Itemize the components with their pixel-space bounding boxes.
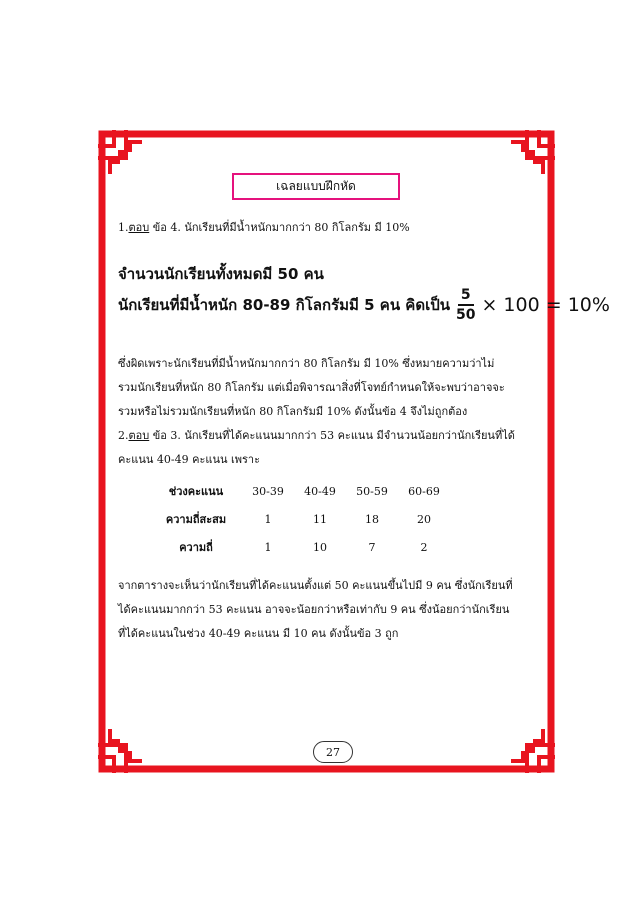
fraction-numerator: 5 [460,287,471,303]
answer-2-number: 2. [118,429,129,442]
table-cell: 30-39 [252,484,284,498]
explain-line-1: ซึ่งผิดเพราะนักเรียนที่มีน้ำหนักมากกว่า 80 กิโลกรัม มี 10% ซึ่งหมายความว่าไม่ [118,357,495,370]
explain-line-2: รวมนักเรียนที่หนัก 80 กิโลกรัม แต่เมื่อพิจารณาสิ่งที่โจทย์กำหนดให้จะพบว่าอาจจะ [118,381,505,394]
answer-1-number: 1. [118,221,129,234]
table-cell: 60-69 [408,484,440,498]
answer-2-line-2: คะแนน 40-49 คะแนน เพราะ [118,453,260,466]
table-cell: 11 [313,512,327,526]
explain-line-3: รวมหรือไม่รวมนักเรียนที่หนัก 80 กิโลกรัมมี 10% ดังนั้นข้อ 4 จึงไม่ถูกต้อง [118,405,468,418]
table-header-frequency: ความถี่ [179,541,213,554]
conclusion-line-2: ได้คะแนนมากกว่า 53 คะแนน อาจจะน้อยกว่าหรือเท่ากับ 9 คน ซึ่งน้อยกว่านักเรียน [118,603,510,616]
table-header-cumulative: ความถี่สะสม [165,513,227,526]
conclusion-line-3: ที่ได้คะแนนในช่วง 40-49 คะแนน มี 10 คน ดังนั้นข้อ 3 ถูก [118,627,399,640]
page-title-text: เฉลยแบบฝึกหัด [276,179,356,193]
table-row [150,533,450,561]
frequency-table [150,477,450,561]
page-title [232,173,400,200]
formula-fraction [456,287,475,323]
table-cell: 20 [417,512,431,526]
fraction-denominator: 50 [455,307,476,323]
table-cell: 1 [264,512,272,526]
table-cell: 7 [368,540,376,554]
formula-result: × 100 = 10% [481,294,610,316]
table-cell: 50-59 [356,484,388,498]
answer-2-text: ข้อ 3. นักเรียนที่ได้คะแนนมากกว่า 53 คะแนน มีจำนวนน้อยกว่านักเรียนที่ได้ [149,429,515,442]
table-cell: 18 [365,512,379,526]
conclusion-line-1: จากตารางจะเห็นว่านักเรียนที่ได้คะแนนตั้งแต่ 50 คะแนนขึ้นไปมี 9 คน ซึ่งนักเรียนที่ [118,579,513,592]
table-row [150,505,450,533]
page-number-text: 27 [326,745,340,759]
table-cell: 40-49 [304,484,336,498]
answer-1-text: ข้อ 4. นักเรียนที่มีน้ำหนักมากกว่า 80 กิโลกรัม มี 10% [149,221,410,234]
answer-2-keyword: ตอบ [128,429,150,442]
page-number [313,741,353,763]
table-cell: 10 [313,540,327,554]
formula-lead: นักเรียนที่มีน้ำหนัก 80-89 กิโลกรัมมี 5 คน คิดเป็น [118,296,450,314]
table-cell: 2 [420,540,428,554]
answer-1-line [118,218,410,236]
answer-1-keyword: ตอบ [128,221,150,234]
fraction-bar [458,304,474,306]
answer-2-line [118,426,515,444]
total-students-line: จำนวนนักเรียนทั้งหมดมี 50 คน [118,265,324,283]
table-header-range: ช่วงคะแนน [168,485,224,498]
table-cell: 1 [264,540,272,554]
table-row [150,477,450,505]
percentage-formula [118,287,610,323]
